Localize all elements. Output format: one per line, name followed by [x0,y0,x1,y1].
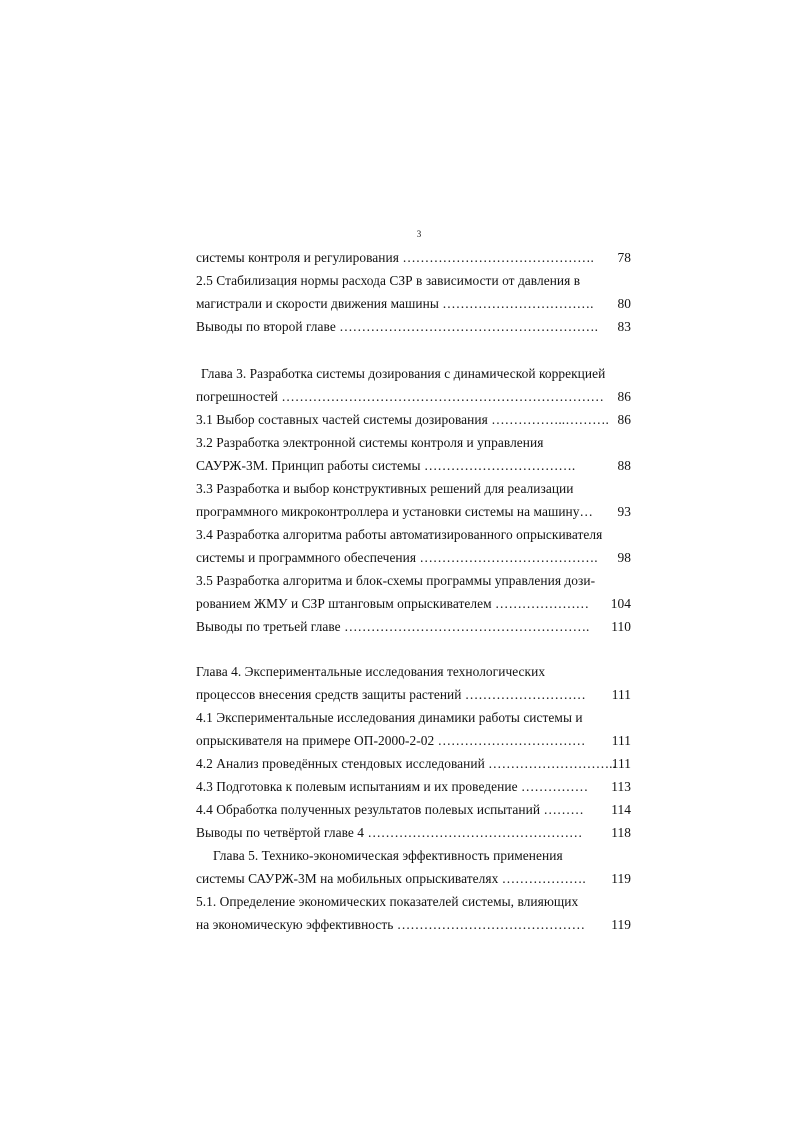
toc-entry-page: 113 [611,779,631,794]
toc-entry-page: 118 [611,825,631,840]
toc-entry-text: САУРЖ-3М. Принцип работы системы ……………………………. [196,458,576,473]
toc-entry-page: 119 [611,871,631,886]
toc-entry [196,316,631,338]
toc-entry-page: 111 [611,733,631,748]
toc-entry-page: 78 [617,250,631,265]
toc-entry [196,570,631,592]
toc-entry [196,891,631,913]
toc-entry-text: 5.1. Определение экономических показателей системы, влияющих [196,894,579,909]
toc-entry-page: 110 [611,619,631,634]
toc-entry [196,593,631,615]
toc-entry-text: 3.1 Выбор составных частей системы дозирования ……………..………. [196,412,609,427]
toc-entry [196,455,631,477]
toc-entry-text: опрыскивателя на примере ОП-2000-2-02 …………………………… [196,733,586,748]
toc-entry-page: 119 [611,917,631,932]
toc-entry-text: Выводы по четвёртой главе 4 ………………………………………… [196,825,583,840]
toc-entry-text: процессов внесения средств защиты растений ……………………… [196,687,586,702]
toc-entry [196,753,631,775]
toc-chapter-heading [196,661,631,683]
toc-entry [196,684,631,706]
toc-entry-text: Глава 4. Экспериментальные исследования технологических [196,664,546,679]
toc-entry-page: 111 [611,687,631,702]
toc-entry-text: погрешностей ……………………………………………………………… [196,389,604,404]
toc-entry-text: 2.5 Стабилизация нормы расхода СЗР в зависимости от давления в [196,273,581,288]
toc-entry [196,432,631,454]
toc-entry-text: Глава 3. Разработка системы дозирования с динамической коррекцией [201,366,606,381]
toc-entry [196,524,631,546]
toc-entry-text: 3.4 Разработка алгоритма работы автоматизированного опрыскивателя [196,527,603,542]
toc-entry-text: Глава 5. Технико-экономическая эффективность применения [213,848,563,863]
toc-entry-page: 114 [611,802,631,817]
toc-entry-text: рованием ЖМУ и СЗР штанговым опрыскивателем ………………… [196,596,590,611]
toc-entry [196,547,631,569]
toc-entry-text: на экономическую эффективность …………………………………… [196,917,586,932]
toc-entry [196,799,631,821]
toc-entry-page: 86 [617,389,631,404]
toc-entry-page: 104 [610,596,631,611]
toc-entry [196,914,631,936]
toc-entry-text: 4.4 Обработка полученных результатов полевых испытаний ……… [196,802,584,817]
toc-entry [196,270,631,292]
toc-entry-text: 4.1 Экспериментальные исследования динамики работы системы и [196,710,583,725]
page-number: 3 [416,229,422,239]
toc-entry [196,409,631,431]
toc-entry-text: 3.2 Разработка электронной системы контроля и управления [196,435,544,450]
toc-entry [196,247,631,269]
toc-entry-text: Выводы по второй главе …………………………………………………. [196,319,598,334]
toc-entry-text: Выводы по третьей главе ………………………………………………. [196,619,590,634]
toc-entry-text: программного микроконтроллера и установки системы на машину… [196,504,593,519]
toc-entry-page: 86 [617,412,631,427]
toc-entry-page: 83 [617,319,631,334]
toc-entry-text: 4.3 Подготовка к полевым испытаниям и их проведение …………… [196,779,589,794]
toc-entry-page: 98 [617,550,631,565]
toc-entry-page: 93 [617,504,631,519]
toc-entry-page: 111 [611,756,631,771]
toc-entry [196,293,631,315]
toc-entry-text: системы САУРЖ-3М на мобильных опрыскивателях ………………. [196,871,586,886]
toc-entry [196,776,631,798]
toc-entry [196,616,631,638]
toc-entry-page: 80 [617,296,631,311]
toc-chapter-heading [213,845,631,867]
toc-entry [196,707,631,729]
toc-entry-text: 3.3 Разработка и выбор конструктивных решений для реализации [196,481,574,496]
toc-entry [196,822,631,844]
toc-entry-text: магистрали и скорости движения машины ……………………………. [196,296,594,311]
toc-entry [196,386,631,408]
toc-entry-page: 88 [617,458,631,473]
toc-entry-text: системы и программного обеспечения …………………………………. [196,550,598,565]
toc-entry [196,478,631,500]
toc-entry-text: системы контроля и регулирования ……………………………………. [196,250,594,265]
toc-entry-text: 3.5 Разработка алгоритма и блок-схемы программы управления дози- [196,573,596,588]
toc-entry [196,730,631,752]
toc-chapter-heading [201,363,631,385]
toc-entry [196,501,631,523]
toc-entry-text: 4.2 Анализ проведённых стендовых исследований ……………………….. [196,756,616,771]
toc-entry [196,868,631,890]
